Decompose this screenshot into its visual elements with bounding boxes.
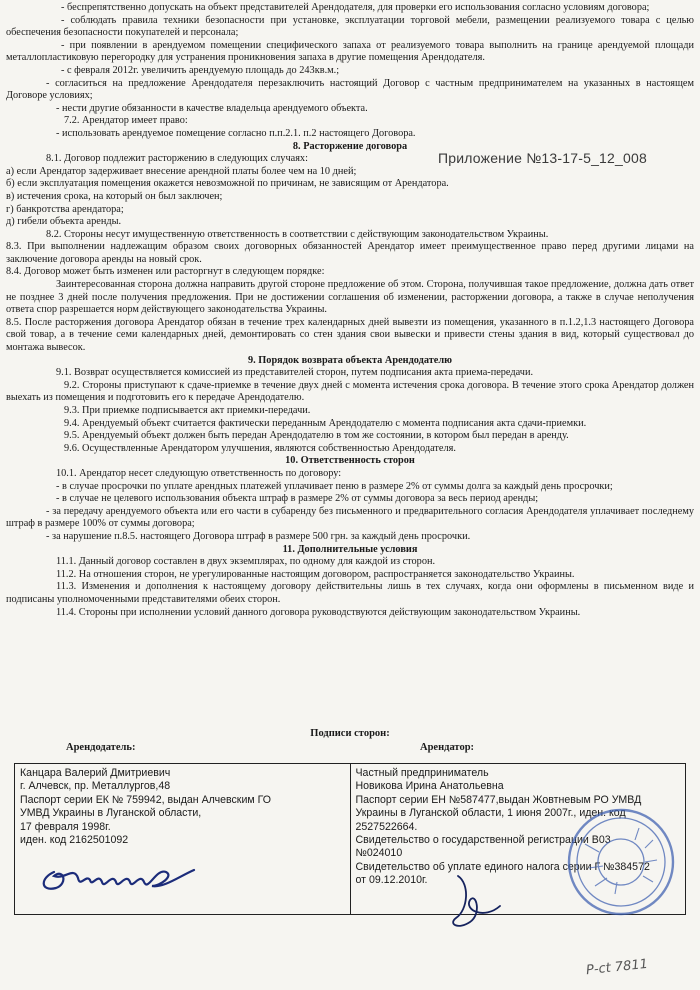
requisite-line: Паспорт серии ЕН №587477,выдан Жовтневым РО УМВД <box>355 793 642 806</box>
paragraph: г) банкротства арендатора; <box>6 203 124 215</box>
landlord-signature <box>34 858 204 900</box>
paragraph: 9.6. Осуществленные Арендатором улучшения, являются собственностью Арендодателя. <box>64 442 456 454</box>
section-heading: 10. Ответственность сторон <box>285 455 415 467</box>
paragraph: - за нарушение п.8.5. настоящего Договора штраф в размере 500 грн. за каждый день просрочки. <box>46 530 471 542</box>
tenant-label: Арендатор: <box>420 742 475 753</box>
paragraph: - согласиться на предложение Арендодателя перезаключить настоящий Договор с частным предпринимателем на указанных в настоящем Договоре условиях; <box>6 77 694 102</box>
paragraph: 9.2. Стороны приступают к сдаче-приемке в течение двух дней с момента истечения срока договора. В течение этого срока Арендатор должен выехать из помещения и подготовить его к передаче Арендодателю. <box>6 379 694 404</box>
paragraph: 8.4. Договор может быть изменен или расторгнут в следующем порядке: <box>6 266 325 278</box>
paragraph: - с февраля 2012г. увеличить арендуемую площадь до 243кв.м.; <box>61 64 340 76</box>
section-heading: 9. Порядок возврата объекта Арендодателю <box>247 354 452 366</box>
paragraph: 9.5. Арендуемый объект должен быть передан Арендодателю в том же состоянии, в котором был передан в аренду. <box>64 430 569 442</box>
paragraph: 8.5. После расторжения договора Арендатор обязан в течение трех календарных дней вывезти из помещения, указанного в п.1.2,1.3 настоящего Договора свой товар, а в течение семи календарных дней, демонтировать со стен здания свои вывески и привести стены здания в вид, который существовал до монтажа вывесок. <box>6 316 694 354</box>
paragraph: - нести другие обязанности в качестве владельца арендуемого объекта. <box>56 102 368 114</box>
paragraph: 8.2. Стороны несут имущественную ответственность в соответствии с действующим законодательством Украины. <box>46 228 549 240</box>
paragraph: - использовать арендуемое помещение согласно п.п.2.1. п.2 настоящего Договора. <box>56 127 416 139</box>
paragraph: - соблюдать правила техники безопасности при установке, эксплуатации торговой мебели, размещении реализуемого товара с целью обеспечения безопасности покупателей и персонала; <box>6 14 694 39</box>
requisite-line: 2527522664. <box>355 820 418 833</box>
paragraph: - в случае просрочки по уплате арендных платежей уплачивает пеню в размере 2% от суммы долга за каждый день просрочки; <box>56 480 613 492</box>
contract-body <box>6 2 694 619</box>
requisite-line: Свидетельство об уплате единого налога серии Г №384572 <box>355 860 650 873</box>
paragraph: Заинтересованная сторона должна направить другой стороне предложение об этом. Сторона, получившая такое предложение, должна дать ответ не позднее 3 дней после получения предложения. При не достижении соглашения об изменении, расторжении договора, а также в случае неполучения ответа спор разрешается норм действующего законодательства Украины. <box>6 279 694 316</box>
paragraph: 11.4. Стороны при исполнении условий данного договора руководствуются действующим законодательством Украины. <box>56 606 581 618</box>
paragraph: 8.1. Договор подлежит расторжению в следующих случаях: <box>46 153 308 165</box>
requisite-line: г. Алчевск, пр. Металлургов,48 <box>20 780 171 793</box>
requisite-line: 17 февраля 1998г. <box>20 820 111 833</box>
paragraph: - беспрепятственно допускать на объект представителей Арендодателя, для проверки его использования согласно условиям договора; <box>61 2 650 13</box>
section-heading: 11. Дополнительные условия <box>282 543 418 555</box>
section-heading: 8. Расторжение договора <box>292 140 408 152</box>
paragraph: - при появлении в арендуемом помещении специфического запаха от реализуемого товара выполнить на границе арендуемой площади металлопластиковую перегородку для устранения проникновения запаха в другие помещения Арендодателя. <box>6 39 694 64</box>
requisite-line: от 09.12.2010г. <box>355 874 428 887</box>
requisite-line: иден. код 2162501092 <box>20 834 129 847</box>
requisite-line: Паспорт серии ЕК № 759942, выдан Алчевским ГО <box>20 793 271 806</box>
requisite-line: №024010 <box>355 847 403 860</box>
paragraph: б) если эксплуатация помещения окажется невозможной по причинам, не зависящим от Арендатора. <box>6 178 449 190</box>
paragraph: 11.2. На отношения сторон, не урегулированные настоящим договором, распространяется законодательство Украины. <box>56 568 575 580</box>
paragraph: 7.2. Арендатор имеет право: <box>64 115 188 127</box>
annex-annotation: Приложение №13-17-5_12_008 <box>438 150 647 166</box>
requisite-line: Свидетельство о государственной регистрации В03 <box>355 834 611 847</box>
paragraph: 8.3. При выполнении надлежащим образом своих договорных обязанностей Арендатор имеет преимущественное право перед другими лицами на заключение договора аренды на новый срок. <box>6 241 694 265</box>
landlord-label: Арендодатель: <box>66 742 136 753</box>
requisite-line: Новикова Ирина Анатольевна <box>355 780 504 793</box>
paragraph: 9.4. Арендуемый объект считается фактически переданным Арендодателю с момента подписания акта сдачи-приемки. <box>64 417 587 429</box>
paragraph: а) если Арендатор задерживает внесение арендной платы более чем на 10 дней; <box>6 165 357 177</box>
requisite-line: Канцара Валерий Дмитриевич <box>20 767 171 779</box>
paragraph: 11.3. Изменения и дополнения к настоящему договору действительны лишь в тех случаях, когда они оформлены в письменном виде и подписаны уполномоченными представителями обеих сторон. <box>6 581 694 605</box>
paragraph: д) гибели объекта аренды. <box>6 216 122 228</box>
paragraph: в) истечения срока, на который он был заключен; <box>6 190 223 202</box>
paragraph: 11.1. Данный договор составлен в двух экземплярах, по одному для каждой из сторон. <box>56 556 436 568</box>
paragraph: - в случае не целевого использования объекта штраф в размере 2% от суммы договора за весь период аренды; <box>56 493 539 505</box>
requisite-line: Частный предприниматель <box>355 767 489 779</box>
requisite-line: Украины в Луганской области, 1 июня 2007г., иден. код <box>355 807 626 820</box>
requisite-line: УМВД Украины в Луганской области, <box>20 807 202 820</box>
paragraph: 9.3. При приемке подписывается акт приемки-передачи. <box>64 405 311 416</box>
paragraph: 10.1. Арендатор несет следующую ответственность по договору: <box>56 467 342 479</box>
paragraph: 9.1. Возврат осуществляется комиссией из представителей сторон, путем подписания акта приема-передачи. <box>56 367 534 379</box>
tenant-signature <box>440 870 560 936</box>
signatures-heading: Подписи сторон: <box>310 728 390 739</box>
paragraph: - за передачу арендуемого объекта или его части в субаренду без письменного и предварительного согласия Арендодателя уплачивает последнему штраф в размере 100% от суммы договора; <box>6 505 694 530</box>
handwritten-note: Р-сt 7811 <box>585 956 649 979</box>
round-stamp <box>565 806 677 918</box>
